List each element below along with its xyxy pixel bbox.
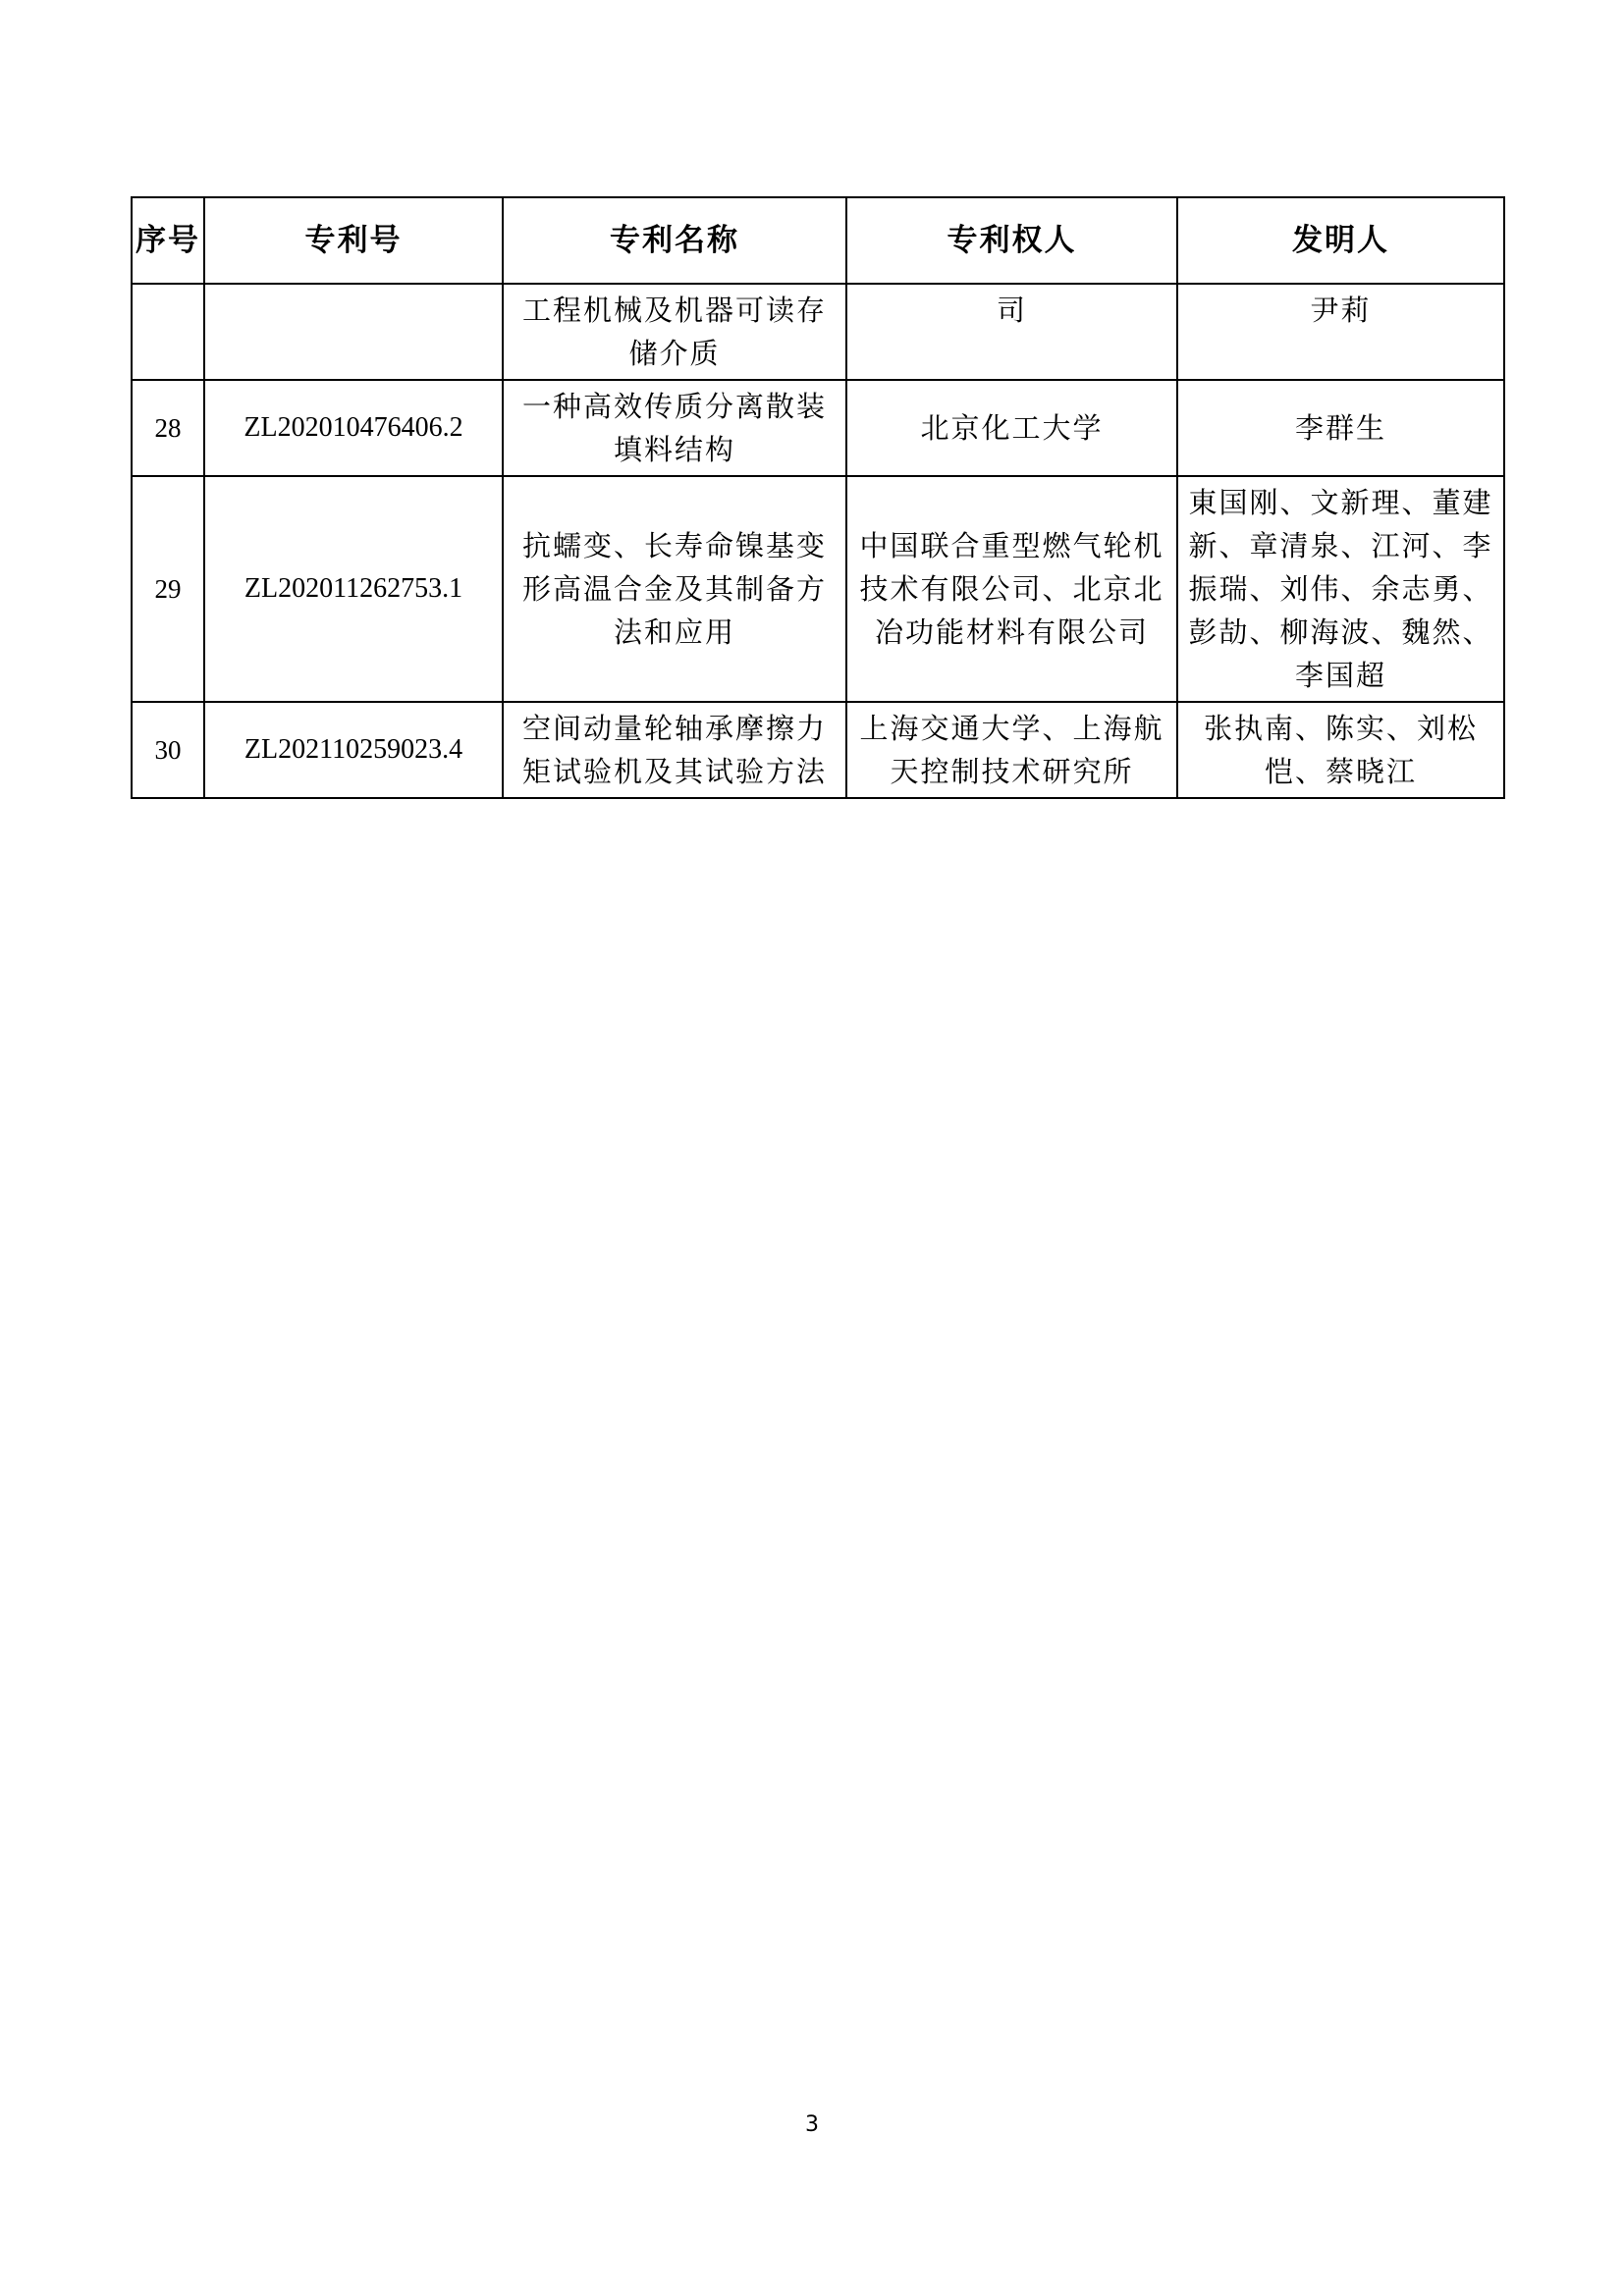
cell-patent-no xyxy=(204,284,503,380)
cell-patent-no: ZL202110259023.4 xyxy=(204,702,503,798)
header-seq: 序号 xyxy=(132,197,204,284)
cell-patentee: 北京化工大学 xyxy=(846,380,1177,476)
cell-patent-name: 空间动量轮轴承摩擦力矩试验机及其试验方法 xyxy=(503,702,846,798)
header-patentee: 专利权人 xyxy=(846,197,1177,284)
cell-seq: 28 xyxy=(132,380,204,476)
cell-seq xyxy=(132,284,204,380)
cell-patent-no: ZL202011262753.1 xyxy=(204,476,503,702)
cell-patent-name: 一种高效传质分离散装填料结构 xyxy=(503,380,846,476)
cell-inventors: 李群生 xyxy=(1177,380,1504,476)
table-header-row xyxy=(132,197,1504,284)
page-number: 3 xyxy=(805,2112,819,2137)
cell-patentee: 上海交通大学、上海航天控制技术研究所 xyxy=(846,702,1177,798)
cell-inventors: 東国刚、文新理、董建新、章清泉、江河、李振瑞、刘伟、余志勇、彭劼、柳海波、魏然、李国超 xyxy=(1177,476,1504,702)
table-row xyxy=(132,380,1504,476)
header-patent-no: 专利号 xyxy=(204,197,503,284)
table-row xyxy=(132,476,1504,702)
cell-patent-name: 抗蠕变、长寿命镍基变形高温合金及其制备方法和应用 xyxy=(503,476,846,702)
cell-inventors: 张执南、陈实、刘松恺、蔡晓江 xyxy=(1177,702,1504,798)
cell-patent-no: ZL202010476406.2 xyxy=(204,380,503,476)
patent-table xyxy=(131,196,1505,799)
cell-patent-name: 工程机械及机器可读存储介质 xyxy=(503,284,846,380)
header-patent-name: 专利名称 xyxy=(503,197,846,284)
cell-patentee: 司 xyxy=(846,284,1177,380)
cell-inventors: 尹莉 xyxy=(1177,284,1504,380)
cell-patentee: 中国联合重型燃气轮机技术有限公司、北京北冶功能材料有限公司 xyxy=(846,476,1177,702)
table-row xyxy=(132,702,1504,798)
table-row xyxy=(132,284,1504,380)
cell-seq: 30 xyxy=(132,702,204,798)
cell-seq: 29 xyxy=(132,476,204,702)
header-inventors: 发明人 xyxy=(1177,197,1504,284)
